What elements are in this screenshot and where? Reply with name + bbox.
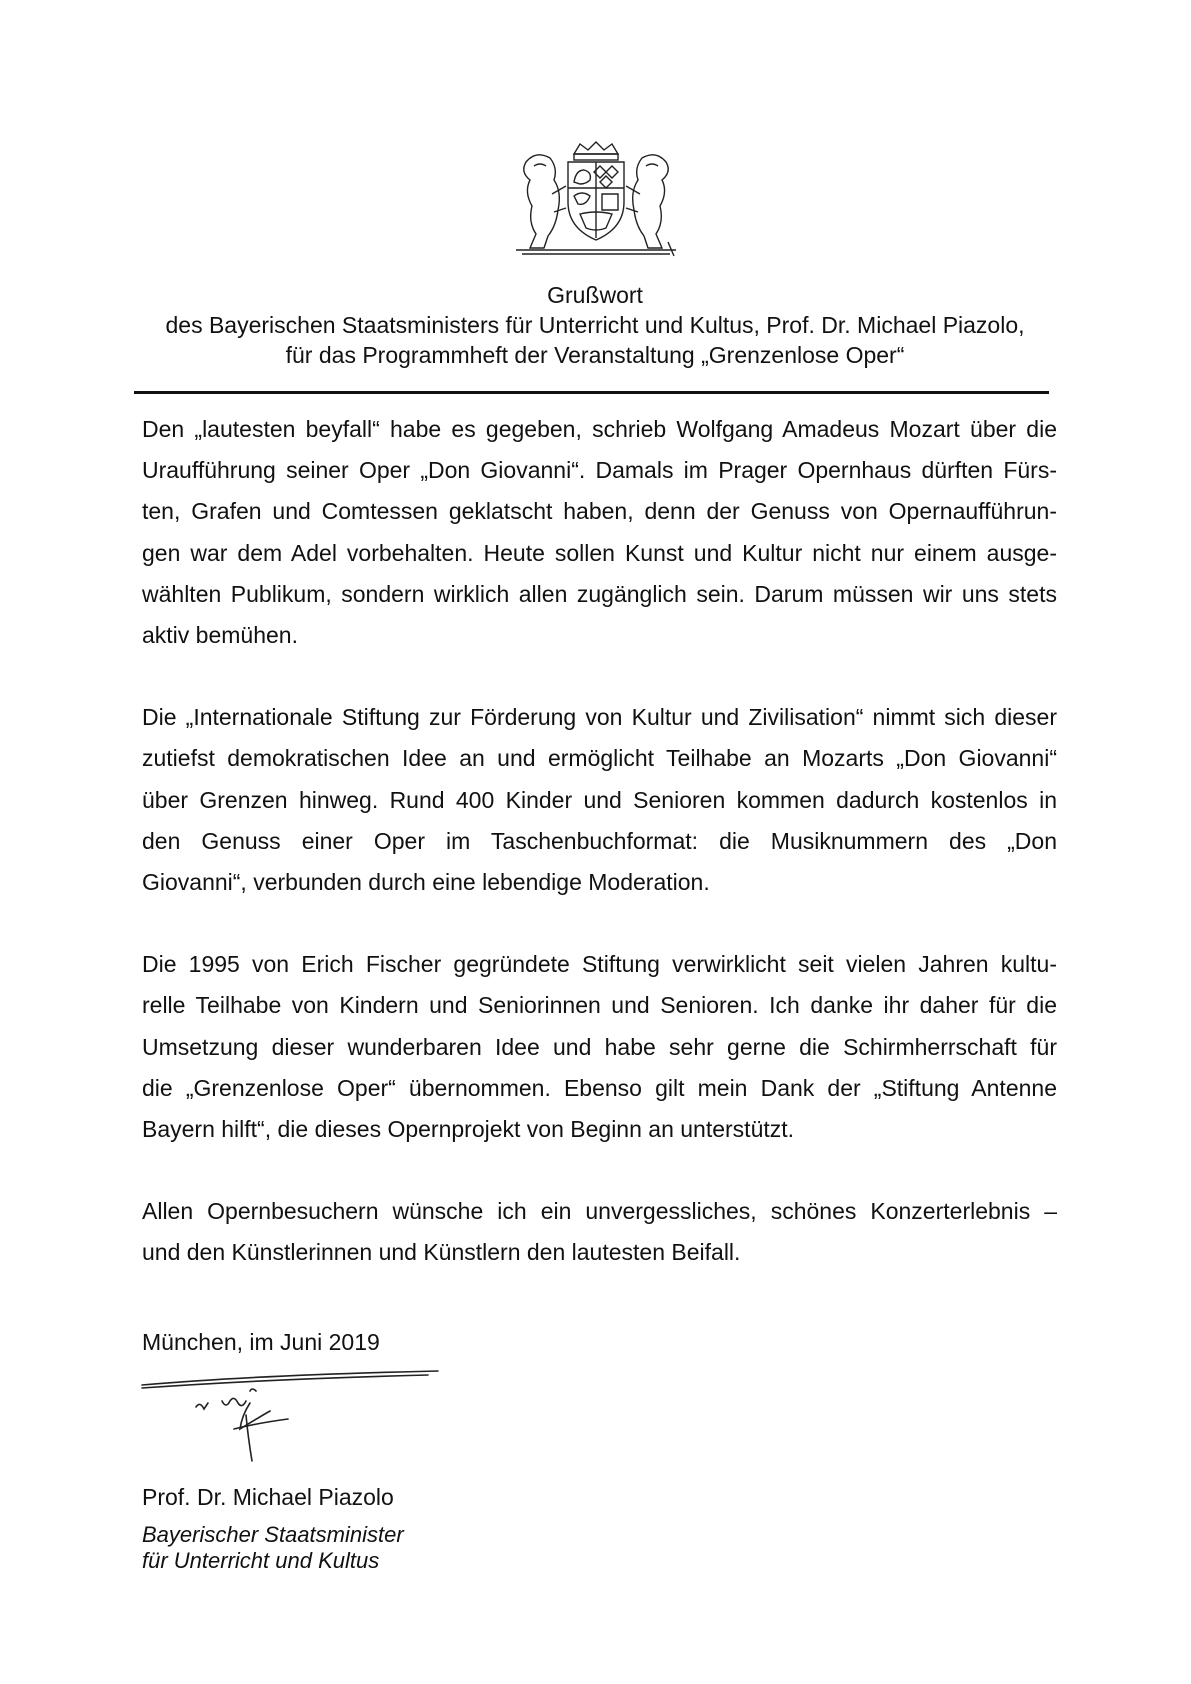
body-line: Die „Internationale Stiftung zur Förderung von Kultur und Zivilisation“ nimmt sich dieser bbox=[142, 704, 1057, 731]
body-line: Allen Opernbesuchern wünsche ich ein unvergessliches, schönes Konzerterlebnis – bbox=[142, 1198, 1057, 1225]
body-line: Uraufführung seiner Oper „Don Giovanni“. Damals im Prager Opernhaus dürften Fürs- bbox=[142, 457, 1057, 484]
signer-name: Prof. Dr. Michael Piazolo bbox=[142, 1484, 394, 1510]
body-line: Umsetzung dieser wunderbaren Idee und habe sehr gerne die Schirmherrschaft für bbox=[142, 1033, 1057, 1060]
paragraph-1 bbox=[142, 409, 1057, 656]
horizontal-divider bbox=[134, 391, 1049, 394]
body-line: ten, Grafen und Comtessen geklatscht haben, denn der Genuss von Opernaufführun- bbox=[142, 498, 1057, 525]
body-line: wählten Publikum, sondern wirklich allen zugänglich sein. Darum müssen wir uns stets bbox=[142, 580, 1057, 607]
body-line: aktiv bemühen. bbox=[142, 622, 298, 649]
signer-role-line-2: für Unterricht und Kultus bbox=[142, 1548, 380, 1573]
greeting-heading bbox=[130, 280, 1060, 370]
place-and-date: München, im Juni 2019 bbox=[142, 1329, 380, 1355]
body-line: und den Künstlerinnen und Künstlern den lautesten Beifall. bbox=[142, 1239, 741, 1266]
body-line: relle Teilhabe von Kindern und Seniorinnen und Senioren. Ich danke ihr daher für die bbox=[142, 992, 1057, 1019]
body-line: Den „lautesten beyfall“ habe es gegeben, schrieb Wolfgang Amadeus Mozart über die bbox=[142, 416, 1057, 442]
body-line: Die 1995 von Erich Fischer gegründete Stiftung verwirklicht seit vielen Jahren kultu- bbox=[142, 951, 1057, 978]
body-line: gen war dem Adel vorbehalten. Heute sollen Kunst und Kultur nicht nur einem ausge- bbox=[142, 539, 1057, 566]
document-subtitle-line-2: für das Programmheft der Veranstaltung „Grenzenlose Oper“ bbox=[285, 342, 905, 368]
handwritten-signature-icon bbox=[138, 1357, 448, 1467]
paragraph-2 bbox=[142, 697, 1057, 903]
signer-role-line-1: Bayerischer Staatsminister bbox=[142, 1522, 404, 1547]
body-line: Bayern hilft“, die dieses Opernprojekt von Beginn an unterstützt. bbox=[142, 1116, 795, 1143]
body-line: den Genuss einer Oper im Taschenbuchformat: die Musiknummern des „Don bbox=[142, 827, 1057, 854]
paragraph-4 bbox=[142, 1191, 1057, 1273]
letter-body bbox=[142, 409, 1057, 1315]
paragraph-3 bbox=[142, 944, 1057, 1150]
body-line: die „Grenzenlose Oper“ übernommen. Ebenso gilt mein Dank der „Stiftung Antenne bbox=[142, 1074, 1057, 1101]
signer-role bbox=[142, 1522, 404, 1574]
document-subtitle-line-1: des Bayerischen Staatsministers für Unterricht und Kultus, Prof. Dr. Michael Piazolo, bbox=[165, 312, 1025, 338]
document-title: Grußwort bbox=[547, 282, 643, 308]
body-line: Giovanni“, verbunden durch eine lebendige Moderation. bbox=[142, 869, 710, 896]
body-line: über Grenzen hinweg. Rund 400 Kinder und Senioren kommen dadurch kostenlos in bbox=[142, 786, 1057, 813]
body-line: zutiefst demokratischen Idee an und ermöglicht Teilhabe an Mozarts „Don Giovanni“ bbox=[142, 745, 1057, 772]
bavarian-coat-of-arms-icon bbox=[508, 140, 684, 258]
